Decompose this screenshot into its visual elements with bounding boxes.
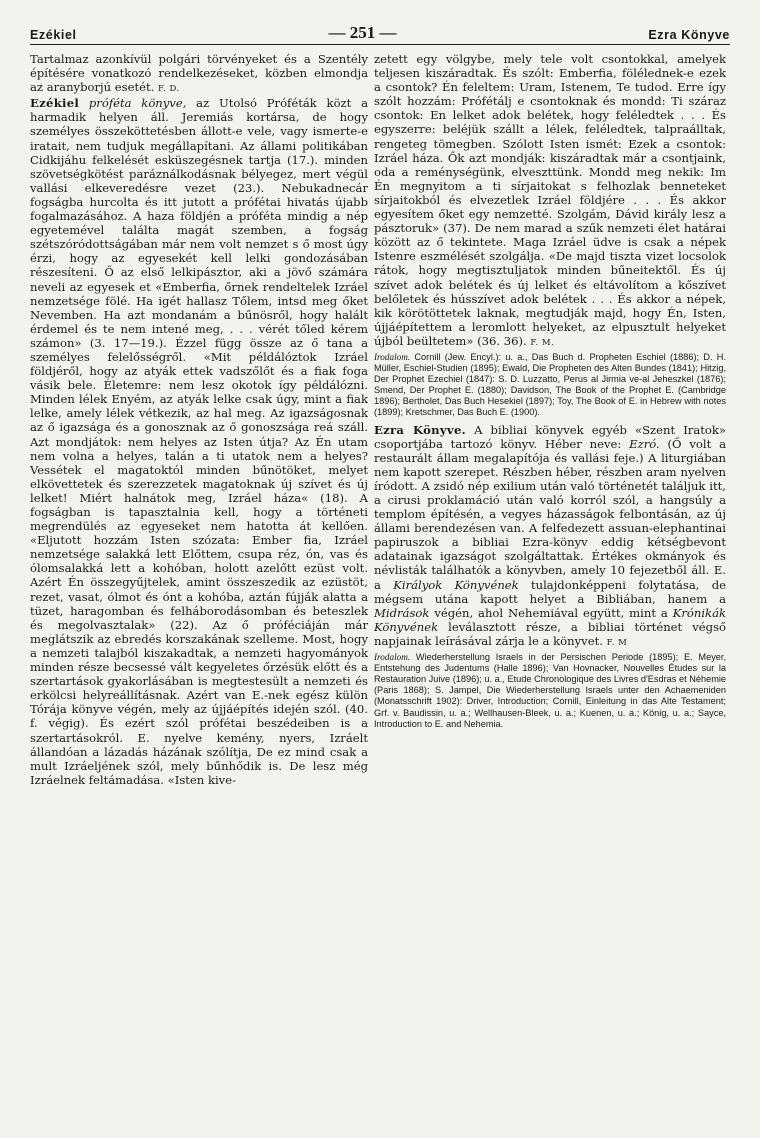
entry-headword: Ezékiel	[30, 96, 80, 111]
entry-body: az Utolsó Próféták közt a harmadik helyen áll. Jeremiás kortársa, de hogy személyes összeköttetésben állott-e vele, vagy ismerte-e iratait, nem tudjuk megállapítani. Az állami politikában Cidkijáhu felkelését esküszegésnek tartja (17.). minden szövetségkötést paráználkodásnak bélyegez, mert végül vallási elkeveredésre vezet (23.). Nebukadnecár fogságba hurcolta és itt jutott a prófétai hivatás újabb fogalmazásához. A haza földjén a próféta mindig a nép egyetemével találta magát szemben, a fogság szétszóródottságában már nem volt nemzet s ő most úgy érzi, hogy az egyesekét kell lelki gondozásában részesíteni. Ő az első lelkipásztor, aki a jövő számára neveli az egyesek et «Emberfia, őrnek rendeltelek Izráel nemzetsége fölé. Ha igét hallasz Tőlem, intsd meg őket Nevemben. Ha azt mondanám a bűnösről, hogy halált érdemel és te nem intené meg, . . . vérét tőled kérem számon» (3. 17—19.). Ézzel függ össze az ő tana a személyes felelősségről. «Mit példálóztok Izráel földjéről, hogy az atyák ettek vadszőlőt és a fiak foga vásik bele. Életemre: nem lesz okotok így példálózni. Minden lélek Enyém, az atyák lelke csak úgy, mint a fiak lelke, amely lélek vétkezik, az hal meg. Az igazságosnak az ő igazsága és a gonosznak az ő gonoszsága reá száll. Azt mondjátok: nem helyes az Isten útja? Az Én utam nem volna a helyes, talán a ti utatok nem a helyes? Vessétek el magatoktól minden bűnötöket, melyet elkövettetek és szerezzetek magatoknak új szívet és új lelket! Miért halnátok meg, Izráel háza« (18). A fogságban is tapasztalnia kell, hogy a történeti megrendülés az egyeseket nem hatotta át kellően. «Eljutott hozzám Isten szózata: Ember fia, Izráel nemzetsége salakká lett Előttem, csupa réz, ón, vas és ólomsalakká lett a kohóban, holott azelőtt ezüst volt. Azért Én összegyűjtelek, amint összeszedik az ezüstöt, rezet, vasat, ólmot és ónt a kohóba, aztán fújják alatta a tüzet, haragomban és felháborodásomban és beteszlek és megolvasztalak» (22). Az ő próféciáján már meglátszik az ebredés korszakának szelleme. Most, hogy a nemzeti talajból kiszakadtak, a nemzeti hagyományok minden része becsessé vált kegyeletes őrzésük előtt és a szertartások gyakorlásában is megtestesült a nemzeti és erkölcsi helyreállításnak. Azért van E.-nek egész külön Tórája könyve végén, mely az újjáépítés idején szól. (40. f. végig). És ezért szól prófétai beszédeiben is a szertartásokról. E. nyelve kemény, nyers, Izráelt állandóan a lázadás házának szólítja, De ez mind csak a mult Izráeljének szól, mely bűnhődik is. De lesz még Izráelnek feltámadása. «Isten kive-	[30, 96, 368, 787]
entry-italic: Midrások	[374, 605, 430, 620]
entry-body: végén, ahol Nehemiával együtt, mint a	[434, 605, 668, 620]
entry-italic: Ezró.	[629, 436, 660, 451]
page-number: — 251 —	[328, 23, 397, 42]
left-column	[30, 52, 368, 1112]
entry-body: leválasztott része, a bibliai történet végső napjainak leírásával zárja le a könyvet.	[374, 619, 726, 648]
entry-body: tulajdonképpeni folytatása, de mégsem utána kapott helyet a Bibliában, hanem a	[374, 577, 726, 606]
entry-italic: Krónikák Könyvének	[374, 605, 726, 634]
header-right-title: Ezra Könyve	[648, 28, 730, 42]
running-header	[30, 16, 730, 45]
bibliography-label: Irodalom.	[374, 351, 411, 362]
bibliography	[374, 352, 726, 419]
paragraph	[30, 52, 368, 96]
bibliography-text: Wiederherstellung Israels in der Persischen Periode (1895); E. Meyer, Entstehung des Judentums (Halle 1896); Van Hovnacker, Nouvelles Études sur la Restauration Juive (1896); u. a., Etude Chronologique des Livres d'Esdras et Néhemie (Paris 1868); S. Jampel, Die Wiederherstellung Israels unter den Achaemeniden (Monatsschrift 1902): Driver, Introduction; Cornill, Einleitung in das Alte Testament; Grf. v. Baudissin, u. a.; Wellhausen-Bleek, u. a.; Kuenen, u. a.; König, u. a.; Sayce, Introduction to E. and Nehemia.	[374, 652, 726, 729]
entry-body: A bibliai könyvek egyéb «Szent Iratok» csoportjába tartozó könyv. Héber neve:	[374, 422, 726, 451]
bibliography-text: Cornill (Jew. Encyl.): u. a., Das Buch d. Propheten Eschiel (1886); D. H. Müller, Eschiel-Studien (1895); Ewald, Die Propheten des Alten Bundes (1841); Hitzig, Der Prophet Ezechiel (1847): S. D. Luzzatto, Perus al Jirmia ve-al Jeheszkel (1876); Smend, Der Prophet E. (1880); Davidson, The Book of the Prophet E. (Cambridge 1896); Bertholet, Das Buch Hesekiel (1897); Toy, The Book of E. in Hebrew with notes (1899); Kretschmer, Das Buch E. (1900).	[374, 351, 726, 418]
entry-ezra	[374, 423, 726, 651]
right-column	[374, 52, 726, 1112]
header-left-title: Ezékiel	[30, 28, 77, 42]
entry-italic: Királyok Könyvének	[393, 577, 519, 592]
bibliography	[374, 652, 726, 730]
paragraph-text: zetett egy völgybe, mely tele volt csontokkal, amelyek teljesen kiszáradtak. És szólt: Emberfia, fölélednek-e ezek a csontok? Én feleltem: Uram, Istenem, Te tudod. Erre így szólt hozzám: Prófétálj e csontoknak és mondd: Ti száraz csontok: En lelket adok belétek, hogy feléledtek . . . És egyszerre: beléjük szállt a lélek, feléledtek, talpraálltak, rengeteg tömegben. Szólott Isten ismét: Ezek a csontok: Izráel háza. Ők azt mondják: kiszáradtak már a csontjaink, oda a reménységünk, elveszttünk. Mondd meg nekik: Im Én megnyitom a ti sírjaitokat s felhozlak benneteket sírjaitokból és elvezetlek Izráel földjére . . . És akkor egyesítem őket egy nemzetté. Szolgám, Dávid király lesz a pásztoruk» (37). De nem marad a szűk nemzeti élet határai között az ő tekintete. Maga Izráel üdve is csak a népek Istenre eszmélését szolgálja. «De majd tiszta vizet locsolok rátok, hogy megtisztuljatok minden bűneitektől. És új szívet adok belétek és új lelket és eltávolítom a kőszívet belőletek és hússzívet adok belétek . . . És akkor a népek, kik körötöttetek laknak, megtudják majd, hogy Én, Isten, újjáépítettem a leromlott helyeket, az elpusztult helyeket újból beültetem» (36. 36).	[374, 52, 726, 348]
entry-headword-italic: próféta könyve,	[88, 96, 187, 111]
paragraph-text: Tartalmaz azonkívül polgári törvényeket és a Szentély építésére vonatkozó rendelkezéseket, közben elmondja az aranyborjú esetét.	[30, 52, 368, 95]
author-signature: F. M	[606, 637, 628, 648]
author-signature: F. D.	[158, 84, 180, 95]
entry-headword: Ezra Könyve.	[374, 422, 466, 437]
entry-ezekiel	[30, 96, 368, 787]
entry-body: (Ő volt a restaurált állam megalapítója és vallási feje.) A liturgiában nem kapott szerepet. Részben héber, részben aram nyelven íródott. A zsidó nép exilium után való történetét találjuk itt, a cirusi proklamáció után való korról szól, a hangsúly a templom építésén, a vegyes házasságok felbontásán, az új állami berendezésen van. A felfedezett assuan-elephantinai papiruszok a bibliai Ezra-könyv eddig kétségbevont adatainak igazságot szolgáltattak. Értékes okmányok és névlisták találhatók a könyvben, amely 10 fejezetből áll. E. a	[374, 436, 726, 592]
bibliography-label: Irodalom.	[374, 652, 411, 663]
paragraph	[374, 52, 726, 350]
author-signature: F. M.	[530, 337, 555, 348]
